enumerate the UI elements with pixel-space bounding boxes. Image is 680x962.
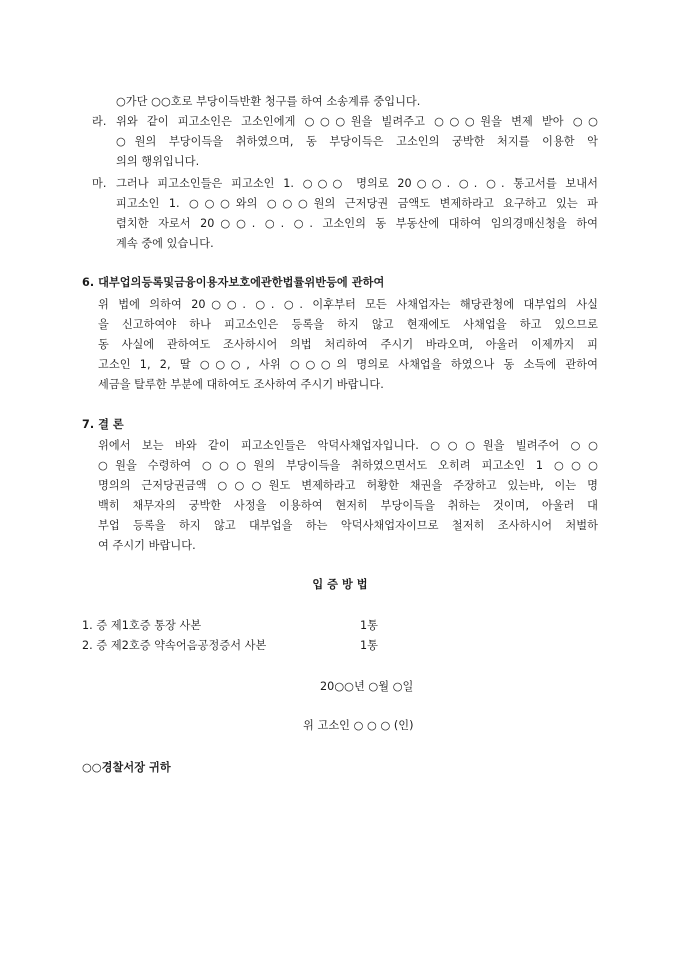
section-7-line-6: 여 주시기 바랍니다. xyxy=(98,539,196,552)
section-6-heading: 6. 대부업의등록및금융이용자보호에관한법률위반등에 관하여 xyxy=(82,276,385,289)
evidence-title: 입 증 방 법 xyxy=(312,578,368,591)
section-6-line-5: 세금을 탈루한 부분에 대하여도 조사하여 주시기 바랍니다. xyxy=(98,378,384,391)
item-ra-line-1: 위와 같이 피고소인은 고소인에게 ○○○원을 빌려주고 ○○○원을 변제 받아 ○○ xyxy=(116,115,598,128)
item-ra-label: 라. xyxy=(92,115,107,128)
section-6-line-4: 고소인 1, 2, 딸 ○○○, 사위 ○○○의 명의로 사채업을 하였으나 동 소득에 관하여 xyxy=(98,358,598,371)
item-ma-line-3: 렴치한 자로서 20○○. ○. ○. 고소인의 동 부동산에 대하여 임의경매신청을 하여 xyxy=(116,217,598,230)
evidence-item-2-name: 2. 증 제2호증 약속어음공정증서 사본 xyxy=(82,639,267,652)
section-6-line-2: 을 신고하여야 하나 피고소인은 등록을 하지 않고 현재에도 사채업을 하고 있으므로 xyxy=(98,318,598,331)
item-ma-line-4: 계속 중에 있습니다. xyxy=(116,237,214,250)
section-7-heading: 7. 결 론 xyxy=(82,418,124,431)
addressee: ○○경찰서장 귀하 xyxy=(82,761,171,774)
section-7-line-3: 명의의 근저당권금액 ○○○원도 변제하라고 허황한 채권을 주장하고 있는바, 이는 명 xyxy=(98,479,598,492)
continuation-line: ○가단 ○○호로 부당이득반환 청구를 하여 소송계류 중입니다. xyxy=(116,95,421,108)
item-ma-label: 마. xyxy=(92,177,107,190)
evidence-item-1-name: 1. 증 제1호증 통장 사본 xyxy=(82,619,202,632)
evidence-item-1-count: 1통 xyxy=(360,619,379,632)
evidence-item-2-count: 1통 xyxy=(360,639,379,652)
item-ra-line-2: ○원의 부당이득을 취하였으며, 동 부당이득은 고소인의 궁박한 처지를 이용한 악 xyxy=(116,135,598,148)
item-ma-line-2: 피고소인 1. ○○○와의 ○○○원의 근저당권 금액도 변제하라고 요구하고 있는 파 xyxy=(116,197,598,210)
item-ma-line-1: 그러나 피고소인들은 피고소인 1. ○○○ 명의로 20○○. ○. ○. 통고서를 보내서 xyxy=(116,177,598,190)
signature-line: 위 고소인 ○ ○ ○ (인) xyxy=(303,719,414,732)
section-7-line-5: 부업 등록을 하지 않고 대부업을 하는 악덕사채업자이므로 철저히 조사하시어 처벌하 xyxy=(98,519,598,532)
section-6-line-3: 동 사실에 관하여도 조사하시어 의법 처리하여 주시기 바라오며, 아울러 이제까지 피 xyxy=(98,338,598,351)
item-ra-line-3: 의의 행위입니다. xyxy=(116,155,200,168)
section-7-line-2: ○원을 수령하여 ○○○원의 부당이득을 취하였으면서도 오히려 피고소인 1 ○○○ xyxy=(98,459,598,472)
date-line: 20○○년 ○월 ○일 xyxy=(320,680,414,693)
section-7-line-4: 백히 채무자의 궁박한 사정을 이용하여 현저히 부당이득을 취하는 것이며, 아울러 대 xyxy=(98,499,598,512)
section-6-line-1: 위 법에 의하여 20○○. ○. ○. 이후부터 모든 사채업자는 해당관청에 대부업의 사실 xyxy=(98,298,598,311)
section-7-line-1: 위에서 보는 바와 같이 피고소인들은 악덕사채업자입니다. ○○○원을 빌려주어 ○○ xyxy=(98,439,598,452)
